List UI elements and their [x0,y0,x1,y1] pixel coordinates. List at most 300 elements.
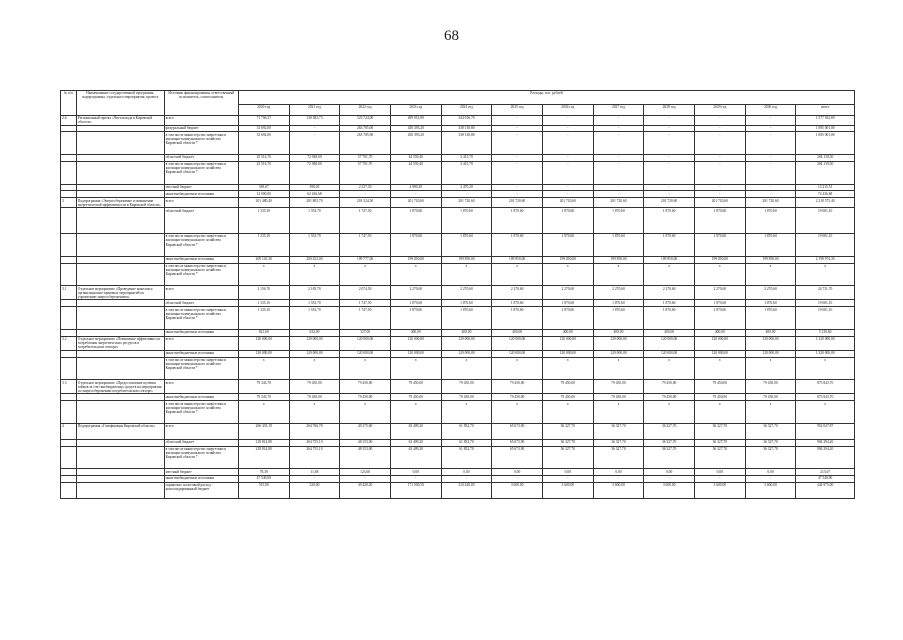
value-cell: 1 870,60 [745,300,796,307]
table-row [61,191,855,198]
row-name [76,357,164,380]
row-source: в том числе министерство энергетики и жилищно-коммунального хозяйства Кировской области * [164,161,238,184]
value-cell: 549,67 [238,184,289,191]
value-cell: 200 252,00 [289,256,340,263]
row-source: иные внебюджетные источники [164,256,238,263]
value-cell: 120 000,00 [340,336,391,350]
value-cell: 36 327,70 [745,423,796,439]
value-cell: 1 085 001,00 [796,125,855,132]
value-cell: 1 335,10 [238,233,289,256]
value-cell: 79 450,00 [694,380,745,394]
value-cell: x [492,357,543,380]
row-number: 4 [61,423,77,439]
value-cell: - [289,125,340,132]
value-cell: 79 450,00 [289,394,340,401]
row-name [76,263,164,286]
page-number: 68 [444,28,459,44]
value-cell: 2 270,60 [390,286,441,300]
value-cell: 1 085 001,00 [796,132,855,155]
value-cell: 398,05 [289,184,340,191]
value-cell: - [644,115,695,125]
value-cell: - [694,115,745,125]
value-cell: 1 870,60 [644,233,695,256]
row-source: иные внебюджетные источники [164,350,238,357]
row-source: местный бюджет [164,184,238,191]
value-cell: 79 450,00 [644,380,695,394]
value-cell: 264 755,10 [289,439,340,446]
value-cell: x [796,263,855,286]
value-cell: - [745,155,796,162]
value-cell: 61 852,70 [441,423,492,439]
table-row [61,380,855,394]
value-cell: 1 870,60 [593,233,644,256]
value-cell: 19 601,10 [796,233,855,256]
row-number [61,329,77,336]
value-cell: 1 870,60 [390,208,441,234]
value-cell: 904 294,20 [796,446,855,469]
value-cell: 263 785,00 [340,132,391,155]
value-cell: 11,68 [289,469,340,476]
value-cell: 62 436,68 [289,191,340,198]
value-cell: - [542,191,593,198]
value-cell: - [390,476,441,483]
row-number [61,155,77,162]
row-name [76,155,164,162]
value-cell: - [492,132,543,155]
value-cell: 400,00 [492,329,543,336]
value-cell: - [593,191,644,198]
value-cell: 120 000,00 [694,336,745,350]
value-cell: 201 720,60 [542,198,593,208]
value-cell: 201 720,60 [441,198,492,208]
value-cell: 1 553,70 [289,307,340,330]
value-cell: 36 327,70 [694,423,745,439]
value-cell: 1 870,60 [745,208,796,234]
value-cell: - [492,184,543,191]
value-cell: 1 577 932,69 [796,115,855,125]
value-cell: 338 130,80 [441,125,492,132]
table-row [61,286,855,300]
row-source: областной бюджет [164,208,238,234]
value-cell: - [542,184,593,191]
value-cell: 515,00 [238,482,289,498]
row-number [61,256,77,263]
row-source: областной бюджет [164,439,238,446]
value-cell: 199 850,00 [492,256,543,263]
value-cell: 120 000,00 [745,350,796,357]
value-cell: 1 870,60 [694,233,745,256]
value-cell: 120 000,00 [441,350,492,357]
value-cell: 263 785,00 [340,125,391,132]
value-cell: 63 409,20 [390,446,441,469]
value-cell: - [390,191,441,198]
value-cell: - [745,132,796,155]
value-cell: 36 327,70 [745,439,796,446]
row-source: в том числе министерство энергетики и жилищно-коммунального хозяйства Кировской области * [164,307,238,330]
row-source: всего [164,286,238,300]
value-cell: 24 731,70 [796,286,855,300]
value-cell: 3 600,00 [542,482,593,498]
row-number [61,401,77,424]
value-cell: 120 000,00 [238,336,289,350]
header-no: № п/п [61,91,77,116]
value-cell: 450 393,20 [390,125,441,132]
value-cell: 36 327,70 [644,439,695,446]
value-cell: 266 433,19 [238,423,289,439]
value-cell: 199 850,00 [694,256,745,263]
row-source: всего [164,380,238,394]
value-cell: 120 000,00 [289,336,340,350]
value-cell: - [644,476,695,483]
row-source: в том числе министерство энергетики и жилищно-коммунального хозяйства Кировской области * [164,446,238,469]
value-cell: x [441,401,492,424]
value-cell: 1 870,60 [593,208,644,234]
table-row [61,208,855,234]
value-cell: 2 270,60 [542,286,593,300]
value-cell: 1 747,50 [340,300,391,307]
value-cell: - [745,476,796,483]
value-cell: 138 382,73 [289,115,340,125]
value-cell: 63 409,20 [390,439,441,446]
value-cell: - [745,125,796,132]
header-year: 2023 год [390,104,441,115]
row-number: 2.6 [61,115,77,125]
value-cell: 1 747,50 [340,307,391,330]
value-cell: - [542,476,593,483]
value-cell: x [542,263,593,286]
value-cell: x [289,263,340,286]
value-cell: 2 074,50 [340,286,391,300]
row-source: областной бюджет [164,300,238,307]
value-cell: 120 000,00 [492,350,543,357]
table-row [61,423,855,439]
value-cell: x [441,263,492,286]
funding-table-container [60,90,855,499]
table-row [61,256,855,263]
value-cell: 79 343,70 [238,394,289,401]
value-cell: 1 870,60 [390,307,441,330]
value-cell: 61 852,70 [441,439,492,446]
value-cell: 74 436,68 [796,191,855,198]
value-cell: 79 450,00 [644,394,695,401]
value-cell: 444 975,00 [796,482,855,498]
value-cell: 3 600,00 [492,482,543,498]
value-cell: 36 327,70 [542,446,593,469]
value-cell: x [238,263,289,286]
value-cell: 338 130,80 [441,132,492,155]
value-cell: 2 218 575,40 [796,198,855,208]
row-source: иные внебюджетные источники [164,476,238,483]
row-name [76,307,164,330]
value-cell: 632,00 [289,329,340,336]
value-cell: 120 000,00 [390,336,441,350]
header-year: 2021 год [289,104,340,115]
value-cell: - [694,476,745,483]
value-cell: 0,00 [441,469,492,476]
value-cell: - [593,132,644,155]
row-number [61,446,77,469]
row-name: Подпрограмма «Энергосбережение и повышение энергетической эффективности в Кировской области» [76,198,164,208]
table-row [61,401,855,424]
value-cell: 1 870,60 [390,233,441,256]
value-cell: 79 450,00 [340,380,391,394]
table-row [61,161,855,184]
value-cell: x [644,357,695,380]
row-name: Подпрограмма «Газификация Кировской области» [76,423,164,439]
row-number [61,469,77,476]
value-cell: x [796,401,855,424]
header-year: 2030 год [745,104,796,115]
value-cell: - [542,161,593,184]
value-cell: - [694,155,745,162]
value-cell: 1 870,60 [542,300,593,307]
value-cell: 264 766,78 [289,423,340,439]
value-cell: - [542,125,593,132]
value-cell: 47 540,00 [796,476,855,483]
header-year: итого [796,104,855,115]
value-cell: 499 951,89 [390,115,441,125]
row-name [76,161,164,184]
row-source: всего [164,115,238,125]
value-cell: 19 601,10 [796,208,855,234]
value-cell: 199 850,00 [441,256,492,263]
value-cell: 0,00 [644,469,695,476]
table-row [61,476,855,483]
header-source: Источник финансирования, ответственный исполнитель, соисполнитель [164,91,238,116]
row-source: иные внебюджетные источники [164,394,238,401]
value-cell: 400,00 [542,329,593,336]
value-cell: 201 480,40 [238,198,289,208]
value-cell: 79 450,00 [340,394,391,401]
value-cell: x [745,357,796,380]
table-row [61,357,855,380]
value-cell: 36 327,70 [694,446,745,469]
row-name [76,469,164,476]
value-cell: 2 270,60 [745,286,796,300]
value-cell: - [542,132,593,155]
row-name: Отдельное мероприятие «Проведение комплекса организационно-правовых мероприятий по управлению энергосбережением» [76,286,164,300]
value-cell: - [593,155,644,162]
value-cell: - [644,184,695,191]
value-cell: 201 805,70 [289,198,340,208]
row-name [76,476,164,483]
value-cell: 1 870,60 [644,307,695,330]
value-cell: x [542,357,593,380]
value-cell: 120 000,00 [289,350,340,357]
row-source: в том числе министерство энергетики и жилищно-коммунального хозяйства Кировской области * [164,263,238,286]
value-cell: 201 720,60 [390,198,441,208]
value-cell: 171 500,50 [390,482,441,498]
row-name [76,132,164,155]
value-cell: 48 153,00 [340,446,391,469]
value-cell: 520,00 [289,482,340,498]
value-cell: x [390,401,441,424]
value-cell: 1 335,10 [238,300,289,307]
table-row [61,198,855,208]
header-year: 2029 год [694,104,745,115]
value-cell: 79 450,00 [542,380,593,394]
row-name [76,233,164,256]
value-cell: 1 870,60 [542,307,593,330]
value-cell: 523 724,00 [340,115,391,125]
value-cell: 12 000,00 [238,191,289,198]
value-cell: 1 870,60 [441,208,492,234]
value-cell: 199 777,00 [340,256,391,263]
value-cell: - [593,115,644,125]
value-cell: 79 450,00 [542,394,593,401]
header-group: Расходы, тыс. рублей [238,91,854,105]
value-cell: 123,60 [340,469,391,476]
value-cell: x [694,401,745,424]
value-cell: 120 000,00 [238,350,289,357]
row-name [76,401,164,424]
value-cell: 2 270,60 [694,286,745,300]
value-cell: 33 692,00 [238,125,289,132]
value-cell: 36 327,70 [694,439,745,446]
row-name [76,482,164,498]
value-cell: 1 553,70 [289,233,340,256]
value-cell: 0,00 [542,469,593,476]
value-cell: - [644,191,695,198]
value-cell: 1 870,60 [745,233,796,256]
row-number [61,132,77,155]
value-cell: 36 327,70 [593,423,644,439]
value-cell: 201 720,60 [644,198,695,208]
value-cell: 79 450,00 [390,380,441,394]
row-number: 3.2 [61,336,77,350]
value-cell: 120 000,00 [390,350,441,357]
header-year: 2026 год [542,104,593,115]
value-cell: - [542,155,593,162]
value-cell: 1 870,60 [441,307,492,330]
table-row [61,184,855,191]
value-cell: 1 870,60 [694,208,745,234]
row-source: в том числе министерство энергетики и жилищно-коммунального хозяйства Кировской области * [164,233,238,256]
table-body [61,115,855,498]
value-cell: 79 450,00 [593,394,644,401]
row-number [61,394,77,401]
value-cell: 120 000,00 [745,336,796,350]
value-cell: 204 139,50 [796,161,855,184]
value-cell: 120 000,00 [694,350,745,357]
value-cell: x [593,263,644,286]
value-cell: 79 450,00 [390,394,441,401]
value-cell: 120 000,00 [340,350,391,357]
row-number: 3.3 [61,380,77,394]
value-cell: 1 747,50 [340,208,391,234]
value-cell: 49 275,60 [340,423,391,439]
value-cell: 873 843,70 [796,380,855,394]
value-cell: 2 270,60 [644,286,695,300]
row-name [76,256,164,263]
value-cell: 821,60 [238,329,289,336]
row-number [61,307,77,330]
value-cell: - [441,191,492,198]
value-cell: 79 450,00 [441,380,492,394]
value-cell: 1 553,70 [289,208,340,234]
value-cell: - [492,115,543,125]
value-cell: x [745,401,796,424]
value-cell: - [492,125,543,132]
value-cell: 400,00 [441,329,492,336]
value-cell: 2 470,20 [441,184,492,191]
value-cell: 0,00 [390,469,441,476]
value-cell: 204 139,50 [796,155,855,162]
row-source: местный бюджет [164,469,238,476]
value-cell: - [644,132,695,155]
table-row [61,307,855,330]
value-cell: 1 870,60 [492,233,543,256]
value-cell: 1 870,60 [441,233,492,256]
row-number [61,350,77,357]
value-cell: 25 514,70 [238,161,289,184]
value-cell: 1 335,10 [238,307,289,330]
value-cell: 2 156,70 [238,286,289,300]
value-cell: 79 450,00 [441,394,492,401]
value-cell: 1 870,60 [694,307,745,330]
table-row [61,469,855,476]
table-row [61,446,855,469]
value-cell: 36 327,70 [644,423,695,439]
value-cell: 1 870,60 [593,300,644,307]
value-cell: 1 320 000,00 [796,336,855,350]
header-year: 2022 год [340,104,391,115]
value-cell: - [492,161,543,184]
value-cell: 36 327,70 [593,446,644,469]
value-cell: 2 270,60 [492,286,543,300]
value-cell: 61 852,70 [441,446,492,469]
value-cell: 199 850,00 [593,256,644,263]
header-year: 2028 год [644,104,695,115]
table-row [61,300,855,307]
value-cell: - [694,125,745,132]
row-source: федеральный бюджет [164,125,238,132]
table-row [61,132,855,155]
value-cell: 1 870,60 [644,300,695,307]
value-cell: 4 980,29 [390,184,441,191]
value-cell: - [644,161,695,184]
value-cell: 0,00 [694,469,745,476]
value-cell: 400,00 [390,329,441,336]
value-cell: 5 130,60 [796,329,855,336]
row-source: всего [164,423,238,439]
value-cell: 199 850,00 [390,256,441,263]
value-cell: 44 559,40 [390,155,441,162]
value-cell: 57 701,70 [340,161,391,184]
row-number: 3 [61,198,77,208]
value-cell: 79 450,00 [745,380,796,394]
table-row [61,115,855,125]
value-cell: x [644,263,695,286]
value-cell: 57 701,70 [340,155,391,162]
value-cell: x [694,357,745,380]
row-number [61,184,77,191]
value-cell: - [694,191,745,198]
value-cell: 1 870,60 [542,233,593,256]
value-cell: 79 343,70 [238,380,289,394]
value-cell: - [492,155,543,162]
row-number [61,263,77,286]
value-cell: x [238,357,289,380]
row-source: всего [164,198,238,208]
value-cell: 1 320 000,00 [796,350,855,357]
value-cell: 199 850,00 [542,256,593,263]
row-source: в том числе министерство энергетики и жилищно-коммунального хозяйства Кировской области * [164,132,238,155]
value-cell: 2 270,60 [593,286,644,300]
value-cell: 79 450,00 [593,380,644,394]
value-cell: 201 720,60 [492,198,543,208]
value-cell: 0,00 [593,469,644,476]
